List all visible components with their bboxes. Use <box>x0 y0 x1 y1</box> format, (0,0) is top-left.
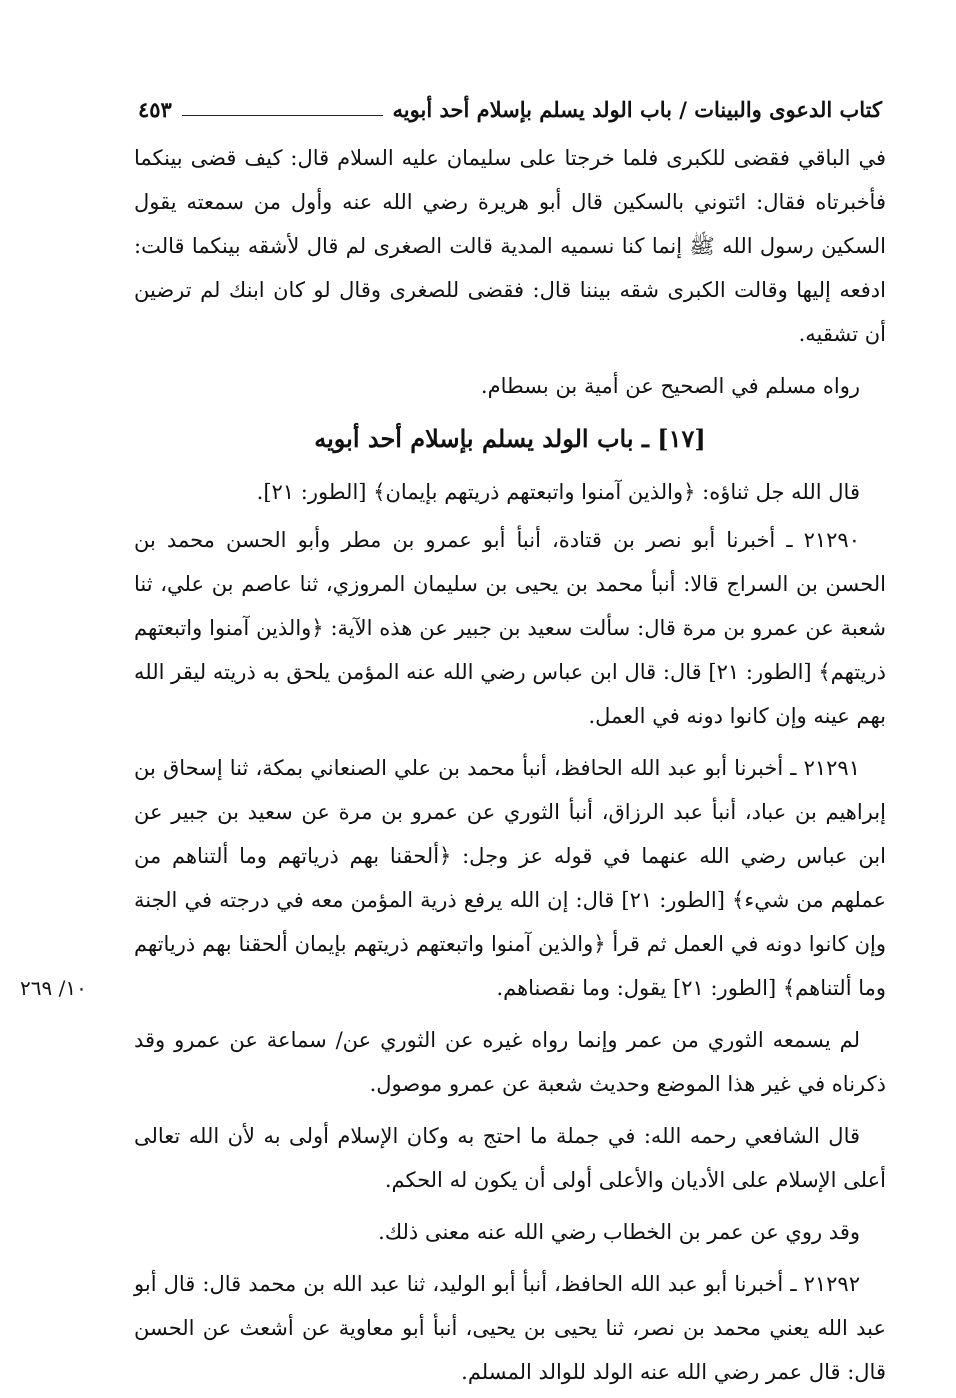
paragraph-commentary: لم يسمعه الثوري من عمر وإنما رواه غيره عن الثوري عن/ سماعة عن عمرو وقد ذكرناه في غير هذا الموضع وحديث شعبة عن عمرو موصول. <box>134 1028 886 1096</box>
page-number: ٤٥٣ <box>138 96 172 122</box>
chapter-heading: [١٧] ـ باب الولد يسلم بإسلام أحد أبويه <box>314 424 706 453</box>
paragraph-continuation: في الباقي فقضى للكبرى فلما خرجتا على سليمان عليه السلام قال: كيف قضى بينكما فأخبرتاه فقال: ائتوني بالسكين قال أبو هريرة رضي الله عنه وأول من سمعته يقول السكين رسول الله ﷺ إنما كنا نسميه المدية قالت الصغرى لم قال لأشقه بينكما قالت: ادفعه إليها وقالت الكبرى شقه بيننا قال: فقضى للصغرى وقال لو كان ابنك لم ترضين أن تشقيه. <box>134 146 886 346</box>
header-rule <box>182 115 383 116</box>
running-header <box>138 92 882 126</box>
page-body <box>134 136 886 1398</box>
paragraph-quran-quote: قال الله جل ثناؤه: ﴿والذين آمنوا واتبعتهم ذريتهم بإيمان﴾ [الطور: ٢١]. <box>256 480 860 504</box>
paragraph-source-note: رواه مسلم في الصحيح عن أمية بن بسطام. <box>480 374 860 398</box>
hadith-21290: ٢١٢٩٠ ـ أخبرنا أبو نصر بن قتادة، أنبأ أبو عمرو بن مطر وأبو الحسن محمد بن الحسن بن السراج قالا: أنبأ محمد بن يحيى بن سليمان المروزي، ثنا عاصم بن علي، ثنا شعبة عن عمرو بن مرة قال: سألت سعيد بن جبير عن هذه الآية: ﴿والذين آمنوا واتبعتهم ذريتهم﴾ [الطور: ٢١] قال: قال ابن عباس رضي الله عنه المؤمن يلحق به ذريته ليقر الله بهم عينه وإن كانوا دونه في العمل. <box>134 528 886 728</box>
margin-volume-reference: ١٠/ ٢٦٩ <box>20 976 87 1000</box>
hadith-21292: ٢١٢٩٢ ـ أخبرنا أبو عبد الله الحافظ، أنبأ أبو الوليد، ثنا عبد الله بن محمد قال: قال أبو عبد الله يعني محمد بن نصر، ثنا يحيى بن يحيى، أنبأ أبو معاوية عن أشعث عن الحسن قال: قال عمر رضي الله عنه الولد للوالد المسلم. <box>134 1272 886 1384</box>
paragraph-umar-note: وقد روي عن عمر بن الخطاب رضي الله عنه معنى ذلك. <box>378 1220 860 1244</box>
hadith-21291: ٢١٢٩١ ـ أخبرنا أبو عبد الله الحافظ، أنبأ محمد بن علي الصنعاني بمكة، ثنا إسحاق بن إبراهيم بن عباد، أنبأ عبد الرزاق، أنبأ الثوري عن عمرو بن مرة عن سعيد بن جبير عن ابن عباس رضي الله عنهما في قوله عز وجل: ﴿ألحقنا بهم ذرياتهم وما ألتناهم من عملهم من شيء﴾ [الطور: ٢١] قال: إن الله يرفع ذرية المؤمن معه في درجته في الجنة وإن كانوا دونه في العمل ثم قرأ ﴿والذين آمنوا واتبعتهم ذريتهم بإيمان ألحقنا بهم ذرياتهم وما ألتناهم﴾ [الطور: ٢١] يقول: وما نقصناهم. <box>134 756 887 1000</box>
running-header-title: كتاب الدعوى والبينات / باب الولد يسلم بإسلام أحد أبويه <box>392 96 882 122</box>
paragraph-shafii: قال الشافعي رحمه الله: في جملة ما احتج به وكان الإسلام أولى به لأن الله تعالى أعلى الإسلام على الأديان والأعلى أولى أن يكون له الحكم. <box>134 1124 886 1192</box>
